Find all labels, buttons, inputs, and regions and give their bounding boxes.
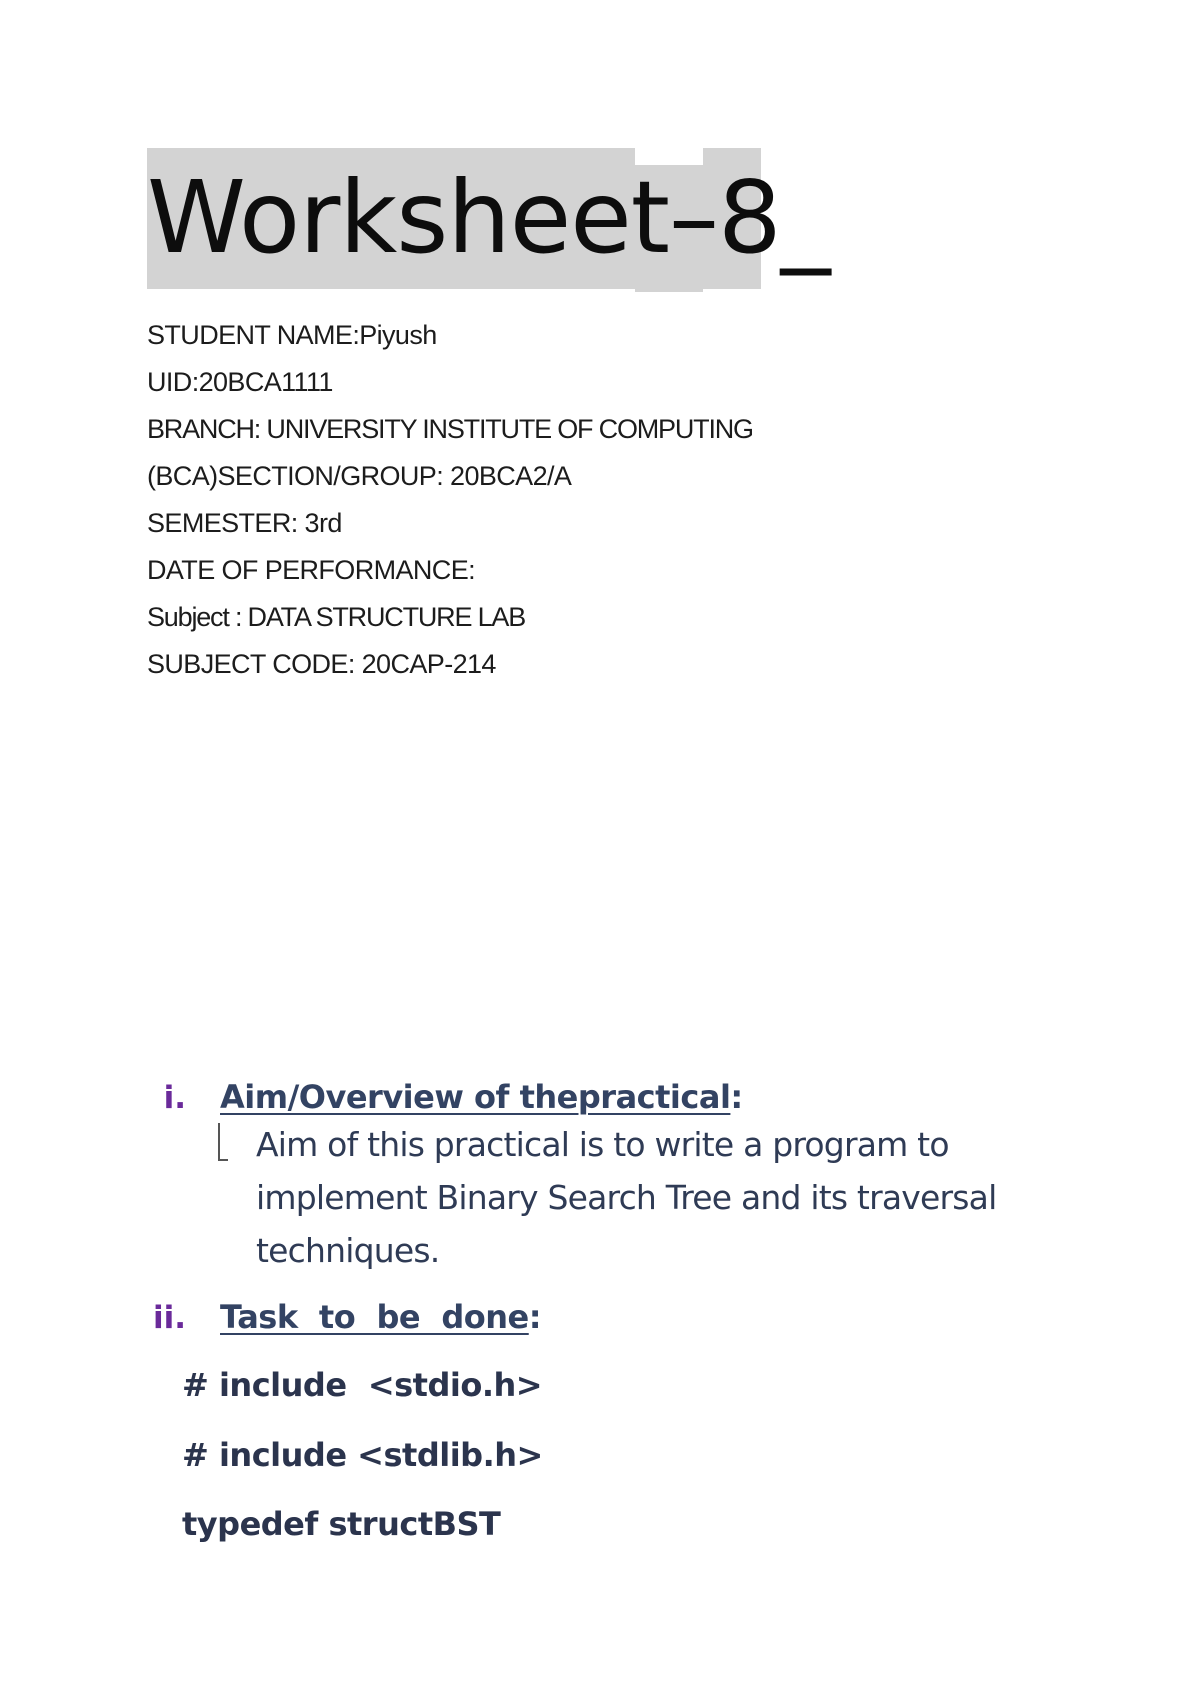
aim-description [256, 1118, 1116, 1277]
student-uid: UID:20BCA1111 [147, 367, 333, 397]
bullet-icon [218, 1123, 228, 1161]
student-name: STUDENT NAME:Piyush [147, 320, 437, 350]
aim-section-number: i. [163, 1080, 186, 1116]
aim-line: implement Binary Search Tree and its traversal [256, 1178, 997, 1217]
student-info [147, 312, 753, 688]
task-heading-colon: : [528, 1298, 542, 1336]
task-section-number: ii. [152, 1300, 186, 1336]
aim-section-heading [220, 1078, 743, 1116]
task-section-heading [220, 1298, 541, 1336]
aim-line: Aim of this practical is to write a program to [256, 1125, 949, 1164]
student-section-group: (BCA)SECTION/GROUP: 20BCA2/A [147, 461, 572, 491]
code-line: # include <stdio.h> [182, 1366, 543, 1404]
subject-name: Subject : DATA STRUCTURE LAB [147, 602, 526, 632]
worksheet-title: Worksheet–8_ [147, 159, 830, 276]
aim-line: techniques. [256, 1231, 440, 1270]
aim-heading-colon: : [730, 1078, 743, 1116]
student-semester: SEMESTER: 3rd [147, 508, 342, 538]
date-of-performance: DATE OF PERFORMANCE: [147, 555, 476, 585]
task-heading-text: Task to be done [220, 1298, 529, 1336]
code-line: typedef structBST [182, 1505, 501, 1543]
aim-heading-text: Aim/Overview of thepractical [220, 1078, 731, 1116]
student-branch: BRANCH: UNIVERSITY INSTITUTE OF COMPUTING [147, 414, 753, 444]
code-line: # include <stdlib.h> [182, 1436, 543, 1474]
subject-code: SUBJECT CODE: 20CAP-214 [147, 649, 496, 679]
